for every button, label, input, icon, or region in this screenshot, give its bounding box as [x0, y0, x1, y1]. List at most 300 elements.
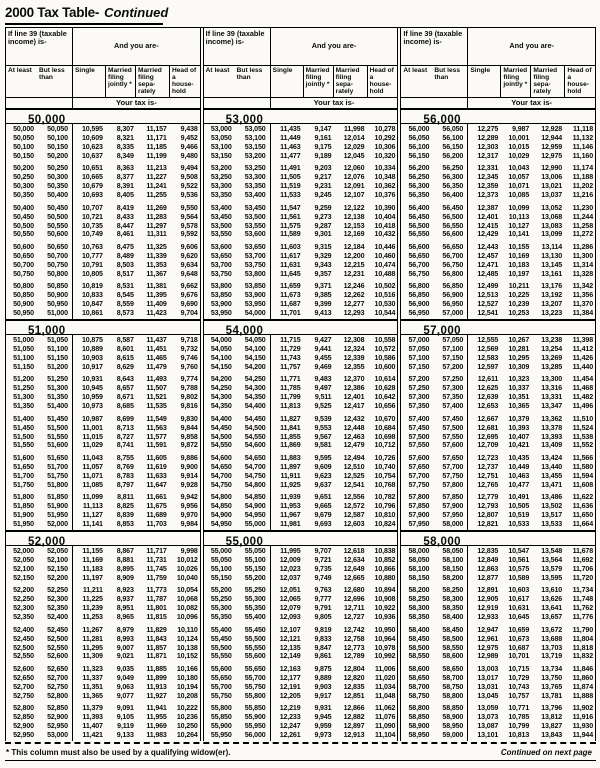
tax-married-filing-separately: 11,325	[146, 243, 167, 252]
tax-single: 11,127	[82, 511, 103, 520]
tax-married-filing-jointly: 9,805	[314, 613, 332, 622]
income-at-least: 53,250	[210, 173, 232, 182]
income-but-less-than: 58,900	[442, 713, 464, 722]
tax-head-of-household: 10,068	[176, 595, 198, 604]
table-row	[204, 556, 398, 565]
tax-head-of-household: 9,718	[180, 336, 198, 344]
tax-married-filing-jointly: 10,225	[508, 291, 530, 300]
table-row	[204, 375, 398, 384]
income-but-less-than: 57,600	[442, 441, 464, 450]
income-but-less-than: 55,700	[244, 673, 266, 682]
table-row	[401, 415, 595, 424]
income-but-less-than: 52,300	[47, 595, 68, 604]
tax-married-filing-separately: 11,213	[146, 164, 167, 173]
tax-married-filing-jointly: 9,791	[314, 604, 332, 613]
tax-married-filing-separately: 11,885	[146, 665, 167, 674]
tax-head-of-household: 11,846	[572, 665, 594, 674]
tax-married-filing-jointly: 9,357	[314, 269, 332, 278]
income-but-less-than: 52,500	[47, 634, 68, 643]
income-but-less-than: 54,000	[244, 309, 266, 318]
tax-married-filing-jointly: 10,687	[508, 643, 530, 652]
income-at-least: 52,250	[13, 595, 34, 604]
income-but-less-than: 51,100	[47, 344, 68, 353]
tax-married-filing-jointly: 10,267	[508, 336, 530, 344]
table-row	[401, 665, 595, 674]
income-at-least: 55,100	[210, 564, 232, 573]
income-at-least: 58,850	[408, 713, 430, 722]
tax-table	[5, 27, 596, 741]
tax-married-filing-jointly: 10,239	[508, 300, 530, 309]
table-row	[204, 191, 398, 200]
tax-married-filing-jointly: 8,587	[116, 336, 134, 344]
tax-married-filing-separately: 11,255	[146, 191, 167, 200]
tax-married-filing-separately: 11,689	[146, 511, 167, 520]
section-rows	[204, 546, 398, 741]
income-at-least: 58,300	[408, 604, 430, 613]
tax-married-filing-jointly: 10,295	[508, 353, 530, 362]
tax-head-of-household: 11,762	[572, 604, 594, 613]
income-at-least: 50,900	[13, 300, 34, 309]
tax-single: 12,415	[477, 221, 499, 230]
tax-head-of-household: 9,942	[180, 493, 198, 502]
tax-married-filing-jointly: 9,819	[314, 625, 332, 634]
table-row	[6, 191, 200, 200]
tax-head-of-household: 10,726	[374, 454, 396, 463]
tax-married-filing-jointly: 8,349	[116, 151, 134, 160]
tax-head-of-household: 11,524	[572, 423, 594, 432]
table-row	[6, 481, 200, 490]
income-but-less-than: 50,850	[47, 282, 68, 291]
tax-married-filing-separately: 11,605	[146, 454, 167, 463]
income-at-least: 56,700	[408, 260, 430, 269]
income-but-less-than: 52,550	[47, 643, 68, 652]
table-row	[401, 393, 595, 402]
tax-married-filing-separately: 13,672	[541, 625, 563, 634]
tax-married-filing-separately: 11,591	[146, 441, 167, 450]
section-rows	[6, 546, 200, 741]
section-rows	[6, 335, 200, 530]
tax-head-of-household: 10,054	[176, 586, 198, 595]
income-at-least: 56,800	[408, 282, 430, 291]
tax-head-of-household: 11,790	[572, 625, 594, 634]
tax-married-filing-jointly: 10,281	[508, 344, 530, 353]
tax-single: 10,931	[82, 375, 103, 384]
tax-single: 12,247	[279, 722, 301, 731]
income-at-least: 53,900	[210, 300, 232, 309]
tax-married-filing-separately: 11,675	[146, 502, 167, 511]
table-row	[204, 230, 398, 239]
tax-married-filing-jointly: 9,343	[314, 260, 332, 269]
tax-head-of-household: 9,746	[180, 353, 198, 362]
table-row	[6, 674, 200, 683]
tax-married-filing-jointly: 10,141	[508, 230, 530, 239]
tax-married-filing-separately: 12,107	[343, 191, 365, 200]
income-but-less-than: 56,000	[244, 731, 266, 740]
income-at-least: 58,100	[408, 564, 430, 573]
income-at-least: 57,250	[408, 384, 430, 393]
income-at-least: 51,050	[13, 344, 34, 353]
tax-head-of-household: 9,802	[180, 393, 198, 402]
tax-married-filing-separately: 11,507	[146, 384, 167, 393]
tax-single: 12,779	[477, 493, 499, 502]
tax-married-filing-separately: 13,688	[541, 634, 563, 643]
table-row	[6, 731, 200, 740]
table-row	[6, 433, 200, 442]
tax-single: 10,763	[82, 243, 103, 252]
section-label: 54,000	[225, 325, 264, 337]
income-at-least: 53,650	[210, 251, 232, 260]
tax-single: 12,359	[477, 182, 499, 191]
income-at-least: 54,850	[210, 502, 232, 511]
income-but-less-than: 53,900	[244, 291, 266, 300]
income-but-less-than: 54,450	[244, 414, 266, 423]
tax-married-filing-separately: 11,423	[146, 309, 167, 318]
income-but-less-than: 57,550	[442, 432, 464, 441]
section-label: 52,000	[28, 536, 66, 548]
income-at-least: 54,250	[210, 384, 232, 393]
tax-married-filing-separately: 11,465	[146, 353, 167, 362]
tax-head-of-household: 11,258	[572, 221, 594, 230]
tax-married-filing-separately: 11,745	[146, 564, 167, 573]
table-row	[401, 243, 595, 252]
table-row	[6, 635, 200, 644]
income-at-least: 52,800	[13, 704, 34, 713]
col-header-at-least: At least	[8, 67, 32, 74]
tax-single: 11,491	[280, 164, 301, 173]
tax-head-of-household: 10,096	[176, 613, 198, 622]
tax-head-of-household: 9,676	[180, 291, 198, 300]
income-but-less-than: 50,400	[47, 191, 68, 200]
income-but-less-than: 50,900	[47, 291, 68, 300]
tax-single: 11,379	[82, 704, 103, 713]
tax-married-filing-jointly: 8,419	[116, 203, 134, 212]
tax-head-of-household: 11,216	[572, 191, 594, 200]
tax-married-filing-separately: 11,479	[146, 362, 167, 371]
income-range-header: If line 39 (taxable income) is-	[403, 29, 463, 47]
income-but-less-than: 55,400	[244, 613, 266, 622]
income-at-least: 57,650	[408, 462, 430, 471]
income-at-least: 56,750	[408, 269, 430, 278]
tax-head-of-household: 10,376	[374, 191, 396, 200]
tax-single: 13,101	[477, 731, 499, 740]
tax-married-filing-separately: 11,283	[146, 212, 167, 221]
tax-married-filing-jointly: 10,715	[508, 665, 530, 674]
tax-single: 11,715	[280, 336, 301, 344]
table-row	[401, 613, 595, 622]
income-but-less-than: 55,650	[244, 665, 266, 674]
tax-single: 13,017	[477, 673, 499, 682]
income-at-least: 54,700	[210, 471, 232, 480]
tax-single: 11,113	[82, 502, 103, 511]
income-but-less-than: 53,650	[244, 243, 266, 252]
tax-married-filing-separately: 13,068	[541, 212, 563, 221]
tax-married-filing-jointly: 10,071	[508, 182, 530, 191]
tax-married-filing-separately: 12,742	[343, 625, 365, 634]
tax-single: 12,919	[477, 604, 499, 613]
tax-head-of-household: 9,564	[180, 212, 198, 221]
tax-married-filing-separately: 12,091	[343, 182, 365, 191]
table-row	[6, 692, 200, 701]
income-but-less-than: 53,950	[244, 300, 266, 309]
income-but-less-than: 53,750	[244, 260, 266, 269]
section-label: 53,000	[225, 114, 264, 126]
income-at-least: 55,850	[210, 713, 232, 722]
tax-married-filing-jointly: 10,589	[508, 573, 530, 582]
tax-married-filing-jointly: 10,771	[508, 704, 530, 713]
tax-single: 11,057	[82, 462, 103, 471]
tax-married-filing-separately: 11,955	[146, 713, 167, 722]
income-at-least: 54,800	[210, 493, 232, 502]
tax-head-of-household: 11,552	[572, 441, 594, 450]
tax-single: 11,953	[280, 502, 301, 511]
tax-head-of-household: 11,650	[572, 511, 594, 520]
income-at-least: 51,900	[13, 511, 34, 520]
table-row	[204, 204, 398, 213]
tax-head-of-household: 9,494	[180, 164, 198, 173]
income-but-less-than: 52,150	[47, 564, 68, 573]
table-row	[204, 393, 398, 402]
tax-married-filing-jointly: 9,679	[314, 511, 332, 520]
tax-head-of-household: 10,460	[374, 251, 396, 260]
income-at-least: 55,200	[210, 586, 232, 595]
income-but-less-than: 56,300	[442, 173, 464, 182]
income-but-less-than: 50,600	[47, 230, 68, 239]
tax-married-filing-separately: 12,773	[343, 643, 365, 652]
income-range-header: If line 39 (taxable income) is-	[8, 29, 67, 47]
table-row	[6, 261, 200, 270]
tax-head-of-household: 11,286	[572, 243, 594, 252]
tax-head-of-household: 11,440	[572, 362, 594, 371]
tax-single: 10,665	[82, 173, 103, 182]
tax-single: 12,009	[279, 555, 301, 564]
tax-single: 10,945	[82, 384, 103, 393]
income-at-least: 58,600	[408, 665, 430, 674]
tax-married-filing-jointly: 10,757	[508, 691, 530, 700]
tax-head-of-household: 11,384	[572, 309, 594, 318]
income-but-less-than: 52,000	[47, 520, 68, 529]
income-but-less-than: 51,050	[47, 336, 68, 344]
tax-single: 11,701	[280, 309, 301, 318]
tax-single: 11,141	[82, 520, 103, 529]
tax-married-filing-jointly: 9,903	[314, 682, 332, 691]
tax-single: 12,863	[477, 564, 499, 573]
tax-married-filing-jointly: 10,351	[508, 393, 530, 402]
income-but-less-than: 56,800	[442, 269, 464, 278]
tax-head-of-household: 11,370	[572, 300, 594, 309]
tax-married-filing-jointly: 8,657	[116, 384, 134, 393]
tax-married-filing-separately: 12,293	[343, 309, 365, 318]
tax-married-filing-separately: 13,796	[541, 704, 563, 713]
tax-head-of-household: 10,992	[374, 652, 396, 661]
income-but-less-than: 50,200	[47, 151, 68, 160]
tax-married-filing-separately: 12,215	[343, 260, 365, 269]
tax-married-filing-separately: 13,223	[541, 309, 563, 318]
section-label: 56,000	[423, 114, 461, 126]
tax-single: 11,281	[82, 634, 103, 643]
tax-head-of-household: 10,208	[176, 691, 198, 700]
tax-married-filing-jointly: 10,169	[508, 251, 530, 260]
income-but-less-than: 55,250	[244, 586, 266, 595]
income-but-less-than: 53,850	[244, 282, 266, 291]
income-at-least: 52,450	[13, 634, 34, 643]
tax-single: 11,225	[82, 595, 103, 604]
income-at-least: 56,100	[408, 142, 430, 151]
section-rows	[401, 335, 595, 530]
income-at-least: 53,800	[210, 282, 232, 291]
income-at-least: 51,550	[13, 441, 34, 450]
tax-married-filing-jointly: 10,057	[508, 173, 530, 182]
tax-head-of-household: 10,712	[374, 441, 396, 450]
table-row	[6, 454, 200, 463]
tax-head-of-household: 10,614	[374, 375, 396, 384]
income-at-least: 54,000	[210, 336, 232, 344]
income-at-least: 54,950	[210, 520, 232, 529]
tax-married-filing-separately: 12,665	[343, 573, 365, 582]
income-but-less-than: 55,950	[244, 722, 266, 731]
income-at-least: 54,450	[210, 423, 232, 432]
tax-married-filing-separately: 11,157	[146, 125, 167, 133]
income-but-less-than: 53,150	[244, 142, 266, 151]
income-but-less-than: 57,850	[442, 493, 464, 502]
tax-married-filing-separately: 11,311	[146, 230, 167, 239]
tax-head-of-household: 11,804	[572, 634, 594, 643]
tax-single: 12,387	[477, 203, 499, 212]
income-at-least: 54,400	[210, 414, 232, 423]
tax-married-filing-separately: 12,448	[343, 423, 365, 432]
income-at-least: 56,650	[408, 251, 430, 260]
tax-married-filing-separately: 12,944	[541, 133, 563, 142]
tax-head-of-household: 11,496	[572, 402, 594, 411]
tax-head-of-household: 11,342	[572, 282, 594, 291]
section-header	[401, 319, 595, 335]
income-but-less-than: 57,500	[442, 423, 464, 432]
tax-married-filing-jointly: 9,483	[314, 375, 332, 384]
panel-53000s	[203, 28, 399, 741]
tax-married-filing-jointly: 9,735	[314, 564, 332, 573]
income-but-less-than: 55,150	[244, 564, 266, 573]
tax-married-filing-jointly: 10,645	[508, 613, 530, 622]
table-row	[6, 574, 200, 583]
income-at-least: 51,950	[13, 520, 34, 529]
table-row	[6, 424, 200, 433]
table-row	[401, 182, 595, 191]
income-at-least: 57,150	[408, 362, 430, 371]
table-row	[401, 556, 595, 565]
tax-married-filing-jointly: 10,743	[508, 682, 530, 691]
tax-married-filing-jointly: 9,161	[314, 133, 332, 142]
table-row	[204, 595, 398, 604]
tax-single: 11,869	[280, 441, 301, 450]
table-row	[6, 300, 200, 309]
tax-single: 11,673	[280, 291, 301, 300]
table-row	[204, 282, 398, 291]
table-row	[6, 626, 200, 635]
tax-head-of-household: 10,292	[374, 133, 396, 142]
table-row	[204, 502, 398, 511]
tax-married-filing-jointly: 10,673	[508, 634, 530, 643]
tax-single: 10,875	[82, 336, 103, 344]
tax-single: 10,749	[82, 230, 103, 239]
tax-single: 11,799	[280, 393, 301, 402]
income-at-least: 52,000	[13, 547, 34, 555]
tax-married-filing-jointly: 9,427	[314, 336, 332, 344]
income-but-less-than: 58,350	[442, 604, 464, 613]
table-row	[204, 652, 398, 661]
income-at-least: 54,300	[210, 393, 232, 402]
table-row	[6, 547, 200, 556]
income-but-less-than: 54,500	[244, 423, 266, 432]
tax-married-filing-separately: 11,521	[146, 393, 167, 402]
income-at-least: 52,900	[13, 722, 34, 731]
tax-married-filing-separately: 13,827	[541, 722, 563, 731]
tax-single: 11,911	[280, 471, 301, 480]
income-at-least: 51,500	[13, 432, 34, 441]
tax-married-filing-separately: 12,169	[343, 230, 365, 239]
income-at-least: 55,150	[210, 573, 232, 582]
tax-single: 12,135	[279, 643, 301, 652]
tax-married-filing-jointly: 8,685	[116, 402, 134, 411]
tax-single: 12,373	[477, 191, 499, 200]
tax-married-filing-jointly: 9,763	[314, 586, 332, 595]
tax-head-of-household: 9,592	[180, 230, 198, 239]
col-header-head-of-household: Head of a house- hold	[564, 66, 595, 97]
table-row	[6, 125, 200, 134]
tax-single: 11,813	[280, 402, 301, 411]
section-label: 58,000	[423, 536, 461, 548]
tax-single: 12,639	[477, 393, 499, 402]
table-row	[6, 683, 200, 692]
income-at-least: 50,700	[13, 260, 34, 269]
income-at-least: 52,400	[13, 625, 34, 634]
income-but-less-than: 50,300	[47, 173, 68, 182]
col-header-at-least: At least	[403, 67, 428, 74]
tax-head-of-household: 11,020	[374, 673, 396, 682]
tax-single: 11,099	[82, 493, 103, 502]
tax-married-filing-jointly: 10,785	[508, 713, 530, 722]
tax-married-filing-jointly: 9,973	[314, 731, 332, 740]
tax-married-filing-separately: 13,719	[541, 652, 563, 661]
income-at-least: 57,900	[408, 511, 430, 520]
tax-married-filing-separately: 12,463	[343, 432, 365, 441]
tax-single: 12,107	[279, 625, 301, 634]
tax-married-filing-separately: 11,367	[146, 269, 167, 278]
income-at-least: 54,200	[210, 375, 232, 384]
table-row	[401, 481, 595, 490]
tax-single: 11,197	[82, 573, 103, 582]
tax-head-of-household: 10,250	[176, 722, 198, 731]
income-but-less-than: 53,200	[244, 151, 266, 160]
tax-married-filing-jointly: 9,245	[314, 191, 332, 200]
table-row	[6, 213, 200, 222]
tax-married-filing-separately: 13,238	[541, 336, 563, 344]
tax-married-filing-separately: 13,021	[541, 182, 563, 191]
income-at-least: 57,800	[408, 493, 430, 502]
tax-single: 11,043	[82, 454, 103, 463]
col-header-married-filing-separately: Married filing sepa- rately	[530, 66, 564, 97]
section-label: 51,000	[28, 325, 66, 337]
tax-head-of-household: 11,902	[572, 704, 594, 713]
tax-married-filing-separately: 11,941	[146, 704, 167, 713]
tax-married-filing-separately: 13,130	[541, 251, 563, 260]
tax-head-of-household: 11,818	[572, 643, 594, 652]
tax-head-of-household: 10,866	[374, 564, 396, 573]
tax-head-of-household: 10,642	[374, 393, 396, 402]
tax-married-filing-jointly: 8,363	[116, 164, 134, 173]
table-row	[6, 415, 200, 424]
table-row	[6, 134, 200, 143]
tax-married-filing-jointly: 9,371	[314, 282, 332, 291]
income-at-least: 57,700	[408, 471, 430, 480]
